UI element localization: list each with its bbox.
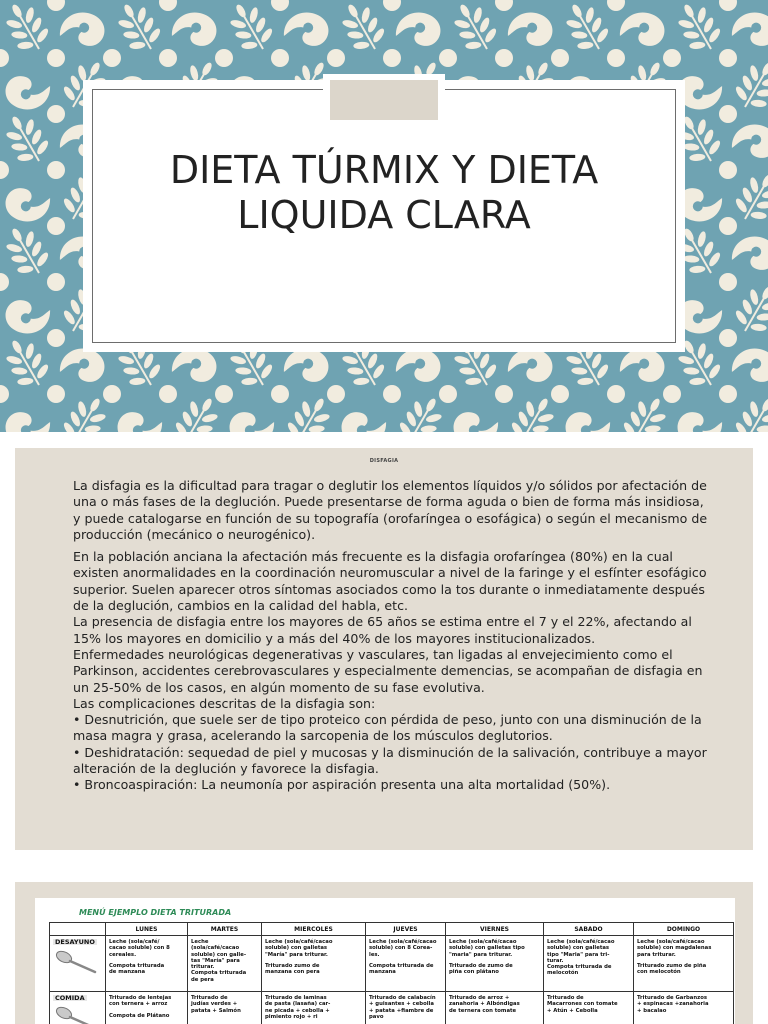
paragraph-diseases: Enfermedades neurológicas degenerativas y vasculares, tan ligadas al envejecimiento como el Parkinson, accidentes cerebrovasculares y especialmente demencias, se acompañan de disfagia en un 25-50% de los casos, en algún momento de su fase evolutiva. [73,646,703,695]
menu-cell [544,992,634,1024]
table-header-day: DOMINGO [634,923,734,936]
menu-cell-line: cacao soluble) con 8 [109,945,170,952]
menu-cell-line: Triturado de arroz + [449,995,510,1001]
menu-cell-line: Leche [191,939,209,945]
menu-cell-line: soluble) con galletas tipo [449,945,525,952]
menu-cell [106,936,188,992]
spoon-icon [53,1005,99,1024]
menu-cell-line: manzana con pera [265,969,320,976]
list-item-broncoaspiracion: • Broncoaspiración: La neumonía por aspiración presenta una alta mortalidad (50%). [73,777,611,793]
menu-cell-line: zanahoria + Albóndigas [449,1001,520,1008]
list-item-desnutricion: • Desnutrición, que suele ser de tipo proteico con pérdida de peso, junto con una disminución de la masa magra y grasa, acelerando la sarcopenia de los músculos deglutorios. [73,712,702,744]
slide-title [92,148,676,238]
menu-cell-line: soluble) con 8 Corea- [369,945,433,952]
menu-cell [262,936,366,992]
title-tab [330,80,438,120]
menu-cell-line: Leche (sola/café/cacao [449,939,517,945]
menu-cell [634,992,734,1024]
menu-title: MENÚ EJEMPLO DIETA TRITURADA [79,908,232,917]
meal-label: DESAYUNO [55,938,95,946]
menu-cell-line: Macarrones con tomate [547,1001,618,1008]
menu-table-body [50,936,734,1024]
slide-title-line-2: LIQUIDA CLARA [237,193,531,237]
menu-cell-line: "María" para triturar. [265,951,328,958]
menu-cell-line: Compota de Plátano [109,1012,170,1019]
table-header-row [50,923,734,936]
menu-cell-line: patata + Salmón [191,1007,241,1014]
menu-cell [366,992,446,1024]
menu-cell [366,936,446,992]
menu-cell [262,992,366,1024]
menu-cell [106,992,188,1024]
menu-cell-line: soluble) con galletas [265,945,328,952]
title-slide [0,0,768,432]
menu-cell-line: tas "María" para [191,957,240,964]
menu-document [35,898,735,1024]
menu-cell-line: de pasta (lasaña) car- [265,1001,331,1008]
menu-cell-line: + patata +fiambre de [369,1007,434,1014]
menu-cell-line: (sola/café/cacao [191,945,240,952]
table-header-day: MIERCOLES [262,923,366,936]
menu-cell-line: Triturado de [191,995,228,1001]
menu-cell-line: con melocotón [637,969,681,976]
menu-cell-line: con ternera + arroz [109,1001,168,1008]
menu-cell-line: pimiento rojo + ri [265,1013,318,1020]
menu-cell-line: Leche (sola/café/ [109,939,160,945]
menu-cell-line: ne picada + cebolla + [265,1007,330,1014]
menu-slide [15,882,753,1024]
menu-cell [446,936,544,992]
menu-cell-line: de ternera con tomate [449,1007,517,1014]
menu-cell-line: Leche (sola/café/cacao [369,939,437,945]
menu-cell-line: Compota triturada [191,970,247,977]
menu-cell-line: de pera [191,976,214,983]
menu-cell-line: + guisantes + cebolla [369,1001,434,1008]
table-header-day: SABADO [544,923,634,936]
menu-cell-line: de manzana [109,969,146,976]
menu-cell-line: manzana [369,969,396,976]
menu-cell [544,936,634,992]
menu-cell-line: melocotón [547,970,579,977]
meal-cell [50,992,106,1024]
menu-cell-line: Compota triturada de [547,964,612,971]
menu-cell-line: + bacalao [637,1007,667,1014]
table-header-corner [50,923,106,936]
menu-cell-line: Compota triturada de [369,962,434,969]
menu-cell-line: Triturado de lentejas [109,995,172,1001]
paragraph-elderly: En la población anciana la afectación más frecuente es la disfagia orofaríngea (80%) en la cual existen anormalidades en la coordinación neuromuscular a nivel de la faringe y el esfínter esofágico superior. Suelen aparecer otros síntomas asociados como la tos durante o inmediatamente después de la deglución, cambios en la calidad del habla, etc. [73,549,707,614]
slide-title-line-1: DIETA TÚRMIX Y DIETA [169,148,599,192]
menu-cell-line: les. [369,951,380,958]
menu-cell-line: Triturado de zumo de [449,962,513,969]
menu-cell-line: "maria" para triturar. [449,951,513,958]
menu-cell [446,992,544,1024]
menu-cell [634,936,734,992]
spoon-icon [53,949,99,975]
menu-cell-line: tipo "Maria" para tri- [547,951,610,958]
paragraph-complications-intro: Las complicaciones descritas de la disfagia son: [73,695,376,711]
menu-cell-line: Triturado de Garbanzos [637,995,707,1001]
table-header-day: LUNES [106,923,188,936]
menu-cell-line: turar. [547,957,564,964]
menu-cell-line: pavo [369,1013,384,1020]
menu-cell-line: Compota triturada [109,962,165,969]
paragraph-prevalence: La presencia de disfagia entre los mayores de 65 años se estima entre el 7 y el 22%, afectando al 15% los mayores en domicilio y a más del 40% de los mayores institucionalizados. [73,614,692,646]
table-header-day: VIERNES [446,923,544,936]
menu-cell-line: + espinacas +zanahoria [637,1001,709,1008]
menu-cell-line: soluble) con galle- [191,951,247,958]
menu-cell-line: + Atún + Cebolla [547,1007,598,1014]
table-header-day: MARTES [188,923,262,936]
paragraph-definition: La disfagia es la dificultad para tragar o deglutir los elementos líquidos y/o sólidos por afectación de una o más fases de la deglución. Puede presentarse de forma aguda o bien de forma más insidiosa, y puede catalogarse en función de su topografía (orofaríngea o esofágica) o según el mecanismo de producción (mecánico o neurogénico). [73,478,708,542]
menu-cell-line: cereales. [109,951,137,958]
menu-cell-line: Triturado zumo de [265,962,320,969]
slide-heading: DISFAGIA [369,458,399,464]
table-row [50,992,734,1024]
menu-cell-line: judías verdes + [191,1001,238,1008]
meal-cell [50,936,106,992]
menu-table [49,922,734,1024]
menu-cell [188,936,262,992]
table-header-day: JUEVES [366,923,446,936]
menu-cell-line: triturar. [191,964,215,971]
disfagia-slide [15,448,753,850]
menu-cell-line: Leche (sola/café/cacao [547,939,615,945]
menu-cell-line: Triturado de [547,995,584,1001]
menu-cell-line: para triturar. [637,951,676,958]
menu-cell-line: piña con plátano [449,969,499,976]
menu-cell-line: soluble) con galletas [547,945,610,952]
table-row [50,936,734,992]
menu-cell-line: Leche (sola/café/cacao [265,939,333,945]
list-item-deshidratacion: • Deshidratación: sequedad de piel y mucosas y la disminución de la salivación, contribuye a mayor alteración de la deglución y favorece la disfagia. [73,744,707,777]
menu-cell [188,992,262,1024]
menu-cell-line: Triturado de laminas [265,995,327,1001]
menu-cell-line: Triturado zumo de piña [637,962,707,969]
slide-body-text [73,478,713,794]
menu-cell-line: soluble) con magdalenas [637,945,712,952]
menu-cell-line: Triturado de calabacín [369,995,436,1001]
menu-cell-line: Leche (sola/café/cacao [637,939,705,945]
meal-label: COMIDA [55,994,85,1002]
